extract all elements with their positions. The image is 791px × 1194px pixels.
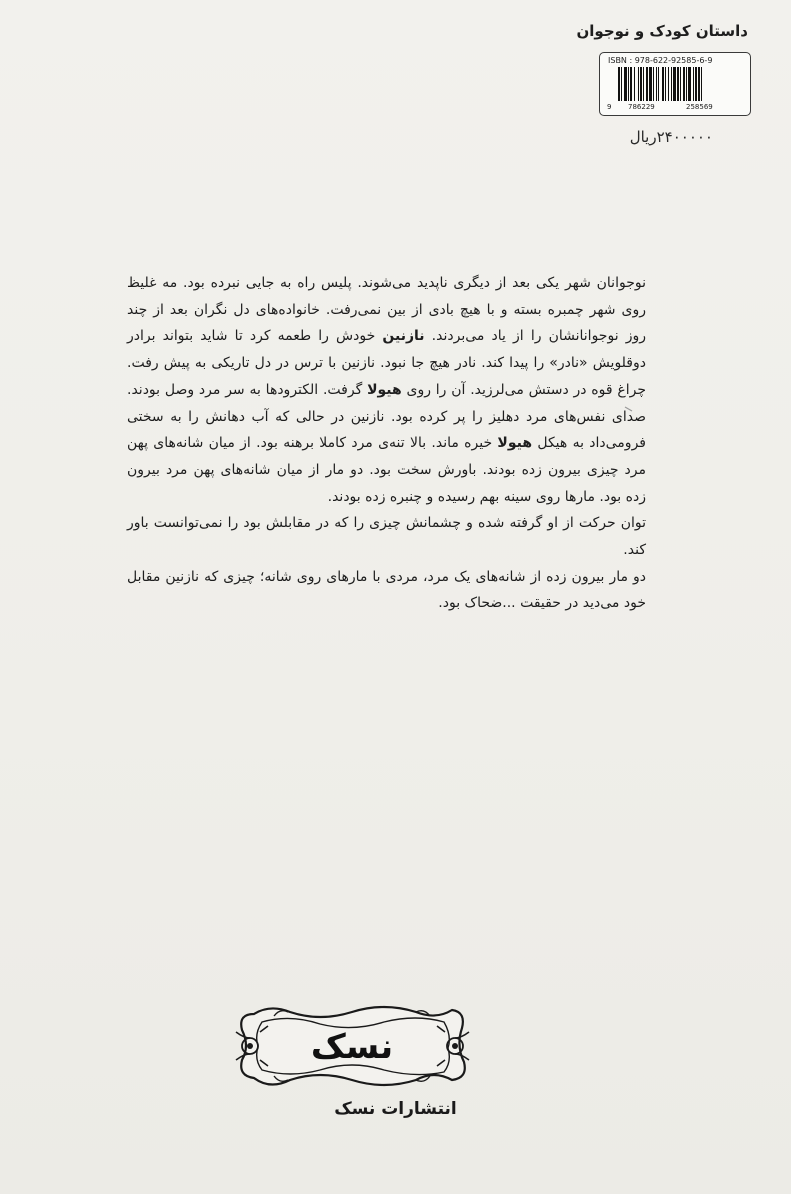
synopsis-paragraph: توان حرکت از او گرفته شده و چشمانش چیزی را که در مقابلش بود را نمی‌توانست باور کند. [127,515,646,559]
word-hayula: هیولا [497,435,533,452]
barcode-bar [640,67,642,101]
barcode-bar [653,67,654,101]
barcode-label [599,52,751,116]
barcode-bar [630,67,632,101]
barcode-bar [662,67,664,101]
synopsis-paragraph [127,270,646,510]
word-hayula: هیولا [367,381,402,398]
publisher-name: انتشارات نسک [334,1099,457,1119]
barcode-bar [618,67,620,101]
barcode-bar [695,67,697,101]
barcode-digits-right: 258569 [686,103,713,111]
barcode-bar [680,67,681,101]
isbn-text: ISBN : 978-622-92585-6-9 [608,56,713,65]
barcode-bar [649,67,652,101]
name-nazanin: نازنین [382,328,425,345]
category-label: داستان کودک و نوجوان [576,22,748,40]
publisher-logo-text: نسک [310,1027,394,1067]
synopsis-text: نوجوانان شهر یکی بعد از دیگری ناپدید می‌شوند. پلیس راه به جایی نبرده بود. مه غلیظ روی شهر چمبره بسته و با هیچ بادی از بین نمی‌رفت. خانواده‌های دل نگران بعد از چند روز نوجوانانشان را از یاد می‌بردند. [127,275,646,345]
synopsis [127,270,646,617]
barcode-bar [624,67,627,101]
barcode-bar [673,67,676,101]
barcode-bar [634,67,635,101]
barcode-icon [618,67,736,101]
barcode-bar [638,67,639,101]
barcode-bar [658,67,659,101]
barcode-bar [698,67,700,101]
barcode-bar [701,67,702,101]
synopsis-text: خیره ماند. بالا تنه‌ی مرد کاملا برهنه بود. از میان شانه‌های پهن مرد چیزی بیرون زده بودند. باورش سخت بود. دو مار از میان شانه‌های پهن مرد بیرون زده بود. مارها روی سینه بهم رسیده و چنبره زده بودند. [127,435,646,505]
barcode-bar [686,67,687,101]
barcode-bar [628,67,629,101]
publisher-logo-icon [230,1002,475,1090]
barcode-bar [665,67,666,101]
barcode-bar [646,67,648,101]
price-label: ۲۴۰۰۰۰۰ریال [629,128,713,146]
synopsis-text: گرفت. الکترودها به سر مرد وصل بودند. صدای نفس‌های مرد دهلیز را پر کرده بود. نازنین در حالی که آب دهانش را به سختی فرومی‌داد به هیکل [127,381,646,452]
synopsis-paragraph: دو مار بیرون زده از شانه‌های یک مرد، مردی با مارهای روی شانه؛ چیزی که نازنین مقابل خود می‌دید در حقیقت ...ضحاک بود. [127,568,646,612]
barcode-bar [688,67,691,101]
barcode-bar [671,67,672,101]
barcode-bar [683,67,685,101]
barcode-bar [656,67,657,101]
barcode-digits-left: 786229 [628,103,655,111]
barcode-bar [621,67,622,101]
synopsis-text: خودش را طعمه کرد تا شاید بتواند برادر دوقلویش «نادر» را پیدا کند. نادر هیچ جا نبود. نازنین با ترس در دل تاریکی به پیش رفت. چراغ قوه در دستش می‌لرزید. آن را روی [127,328,646,398]
barcode-digit-first: 9 [607,103,612,111]
barcode-bar [677,67,679,101]
barcode-bar [668,67,669,101]
barcode-bar [643,67,644,101]
barcode-bar [693,67,694,101]
